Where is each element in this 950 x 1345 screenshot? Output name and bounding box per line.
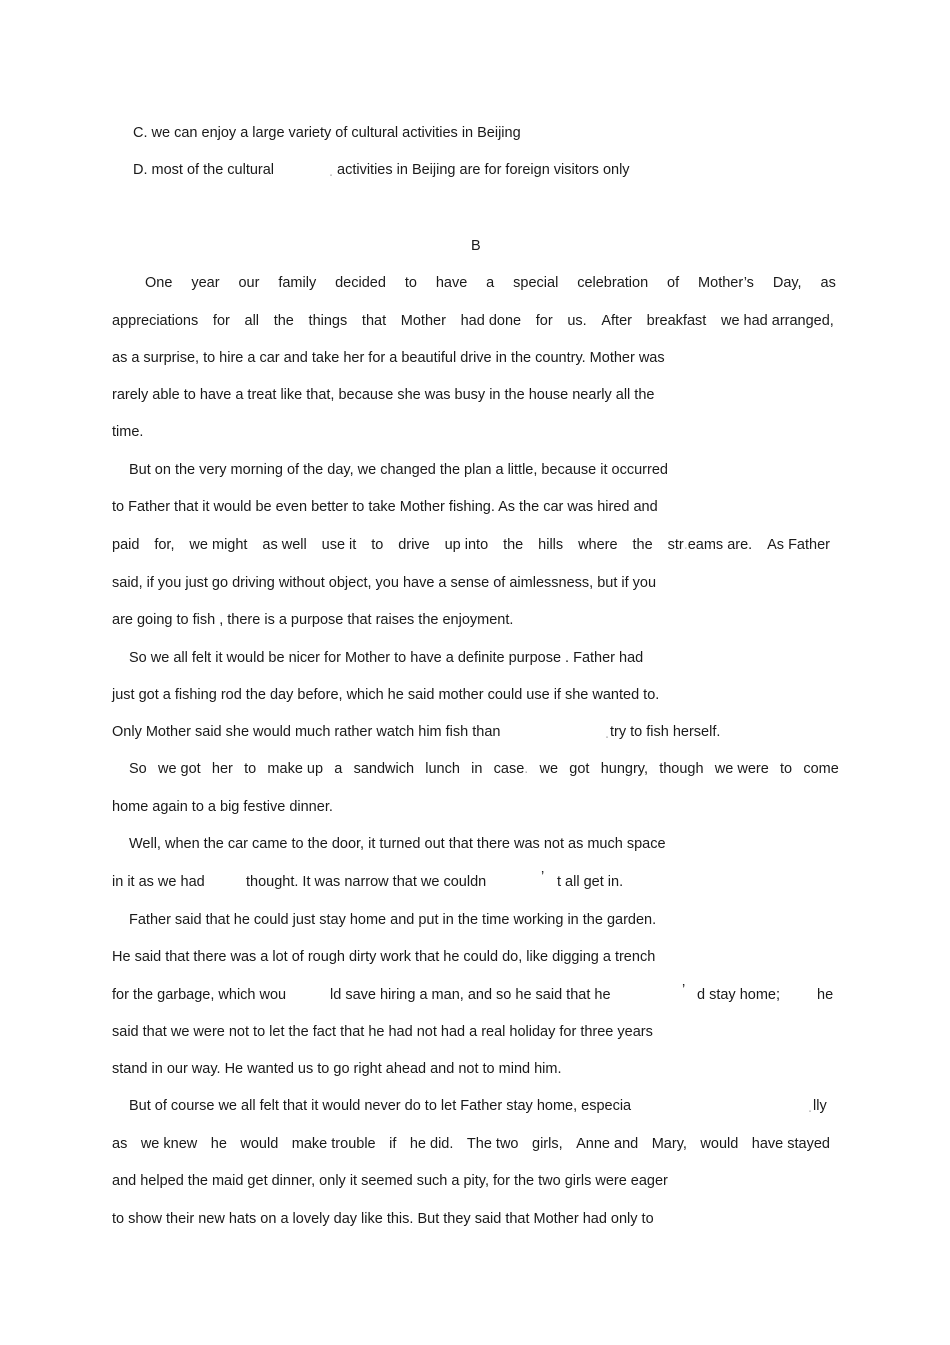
passage-line-17a: in it as we had: [112, 874, 205, 890]
section-label: B: [471, 238, 481, 254]
passage-line-15: home again to a big festive dinner.: [112, 799, 333, 815]
passage-line-14: So we got her to make up a sandwich lunch in case. we got hungry, though we were to come: [129, 761, 839, 777]
passage-line-5: time.: [112, 424, 144, 440]
passage-line-6: But on the very morning of the day, we changed the plan a little, because it occurred: [129, 462, 668, 478]
passage-line-21: said that we were not to let the fact that he had not had a real holiday for three years: [112, 1024, 653, 1040]
passage-line-8: paid for, we might as well use it to drive up into the hills where the str.eams are. As Father: [112, 537, 830, 553]
passage-line-20a: for the garbage, which wou: [112, 987, 287, 1003]
passage-line-26: to show their new hats on a lovely day like this. But they said that Mother had only to: [112, 1211, 654, 1227]
option-d-part2: activities in Beijing are for foreign visitors only: [337, 162, 630, 178]
passage-line-19: He said that there was a lot of rough dirty work that he could do, like digging a trench: [112, 949, 656, 965]
passage-line-1: One year our family decided to have a special celebration of Mother’s Day, as: [145, 275, 836, 291]
passage-line-11: So we all felt it would be nicer for Mother to have a definite purpose . Father had: [129, 650, 644, 666]
passage-line-7: to Father that it would be even better to take Mother fishing. As the car was hired and: [112, 499, 658, 515]
stray-mark: .: [808, 1100, 813, 1116]
passage-line-20b: ld save hiring a man, and so he said that he: [330, 987, 611, 1003]
passage-line-12: just got a fishing rod the day before, which he said mother could use if she wanted to.: [112, 687, 660, 703]
passage-line-18: Father said that he could just stay home and put in the time working in the garden.: [129, 912, 657, 928]
passage-line-20c: ’: [682, 982, 686, 998]
option-c: C. we can enjoy a large variety of cultural activities in Beijing: [133, 125, 521, 141]
passage-line-3: as a surprise, to hire a car and take her for a beautiful drive in the country. Mother was: [112, 350, 665, 366]
passage-line-13a: Only Mother said she would much rather watch him fish than: [112, 724, 501, 740]
passage-line-17b: thought. It was narrow that we couldn: [246, 874, 487, 890]
passage-line-9: said, if you just go driving without object, you have a sense of aimlessness, but if you: [112, 575, 657, 591]
passage-line-17d: t all get in.: [557, 874, 624, 890]
passage-line-23b: lly: [813, 1098, 827, 1114]
passage-line-20e: he: [817, 987, 834, 1003]
passage-line-20d: d stay home;: [697, 987, 781, 1003]
passage-line-23a: But of course we all felt that it would never do to let Father stay home, especia: [129, 1098, 632, 1114]
passage-line-4: rarely able to have a treat like that, because she was busy in the house nearly all the: [112, 387, 655, 403]
stray-mark: .: [329, 164, 334, 180]
passage-line-24: as we knew he would make trouble if he did. The two girls, Anne and Mary, would have stayed: [112, 1136, 830, 1152]
passage-line-17c: ’: [541, 869, 545, 885]
passage-line-2: appreciations for all the things that Mother had done for us. After breakfast we had arranged,: [112, 313, 834, 329]
passage-line-16: Well, when the car came to the door, it turned out that there was not as much space: [129, 836, 666, 852]
passage-line-13b: try to fish herself.: [610, 724, 721, 740]
passage-line-22: stand in our way. He wanted us to go right ahead and not to mind him.: [112, 1061, 562, 1077]
passage-line-10: are going to fish , there is a purpose that raises the enjoyment.: [112, 612, 514, 628]
passage-line-25: and helped the maid get dinner, only it seemed such a pity, for the two girls were eager: [112, 1173, 668, 1189]
stray-mark: .: [605, 726, 610, 742]
option-d-part1: D. most of the cultural: [133, 162, 275, 178]
